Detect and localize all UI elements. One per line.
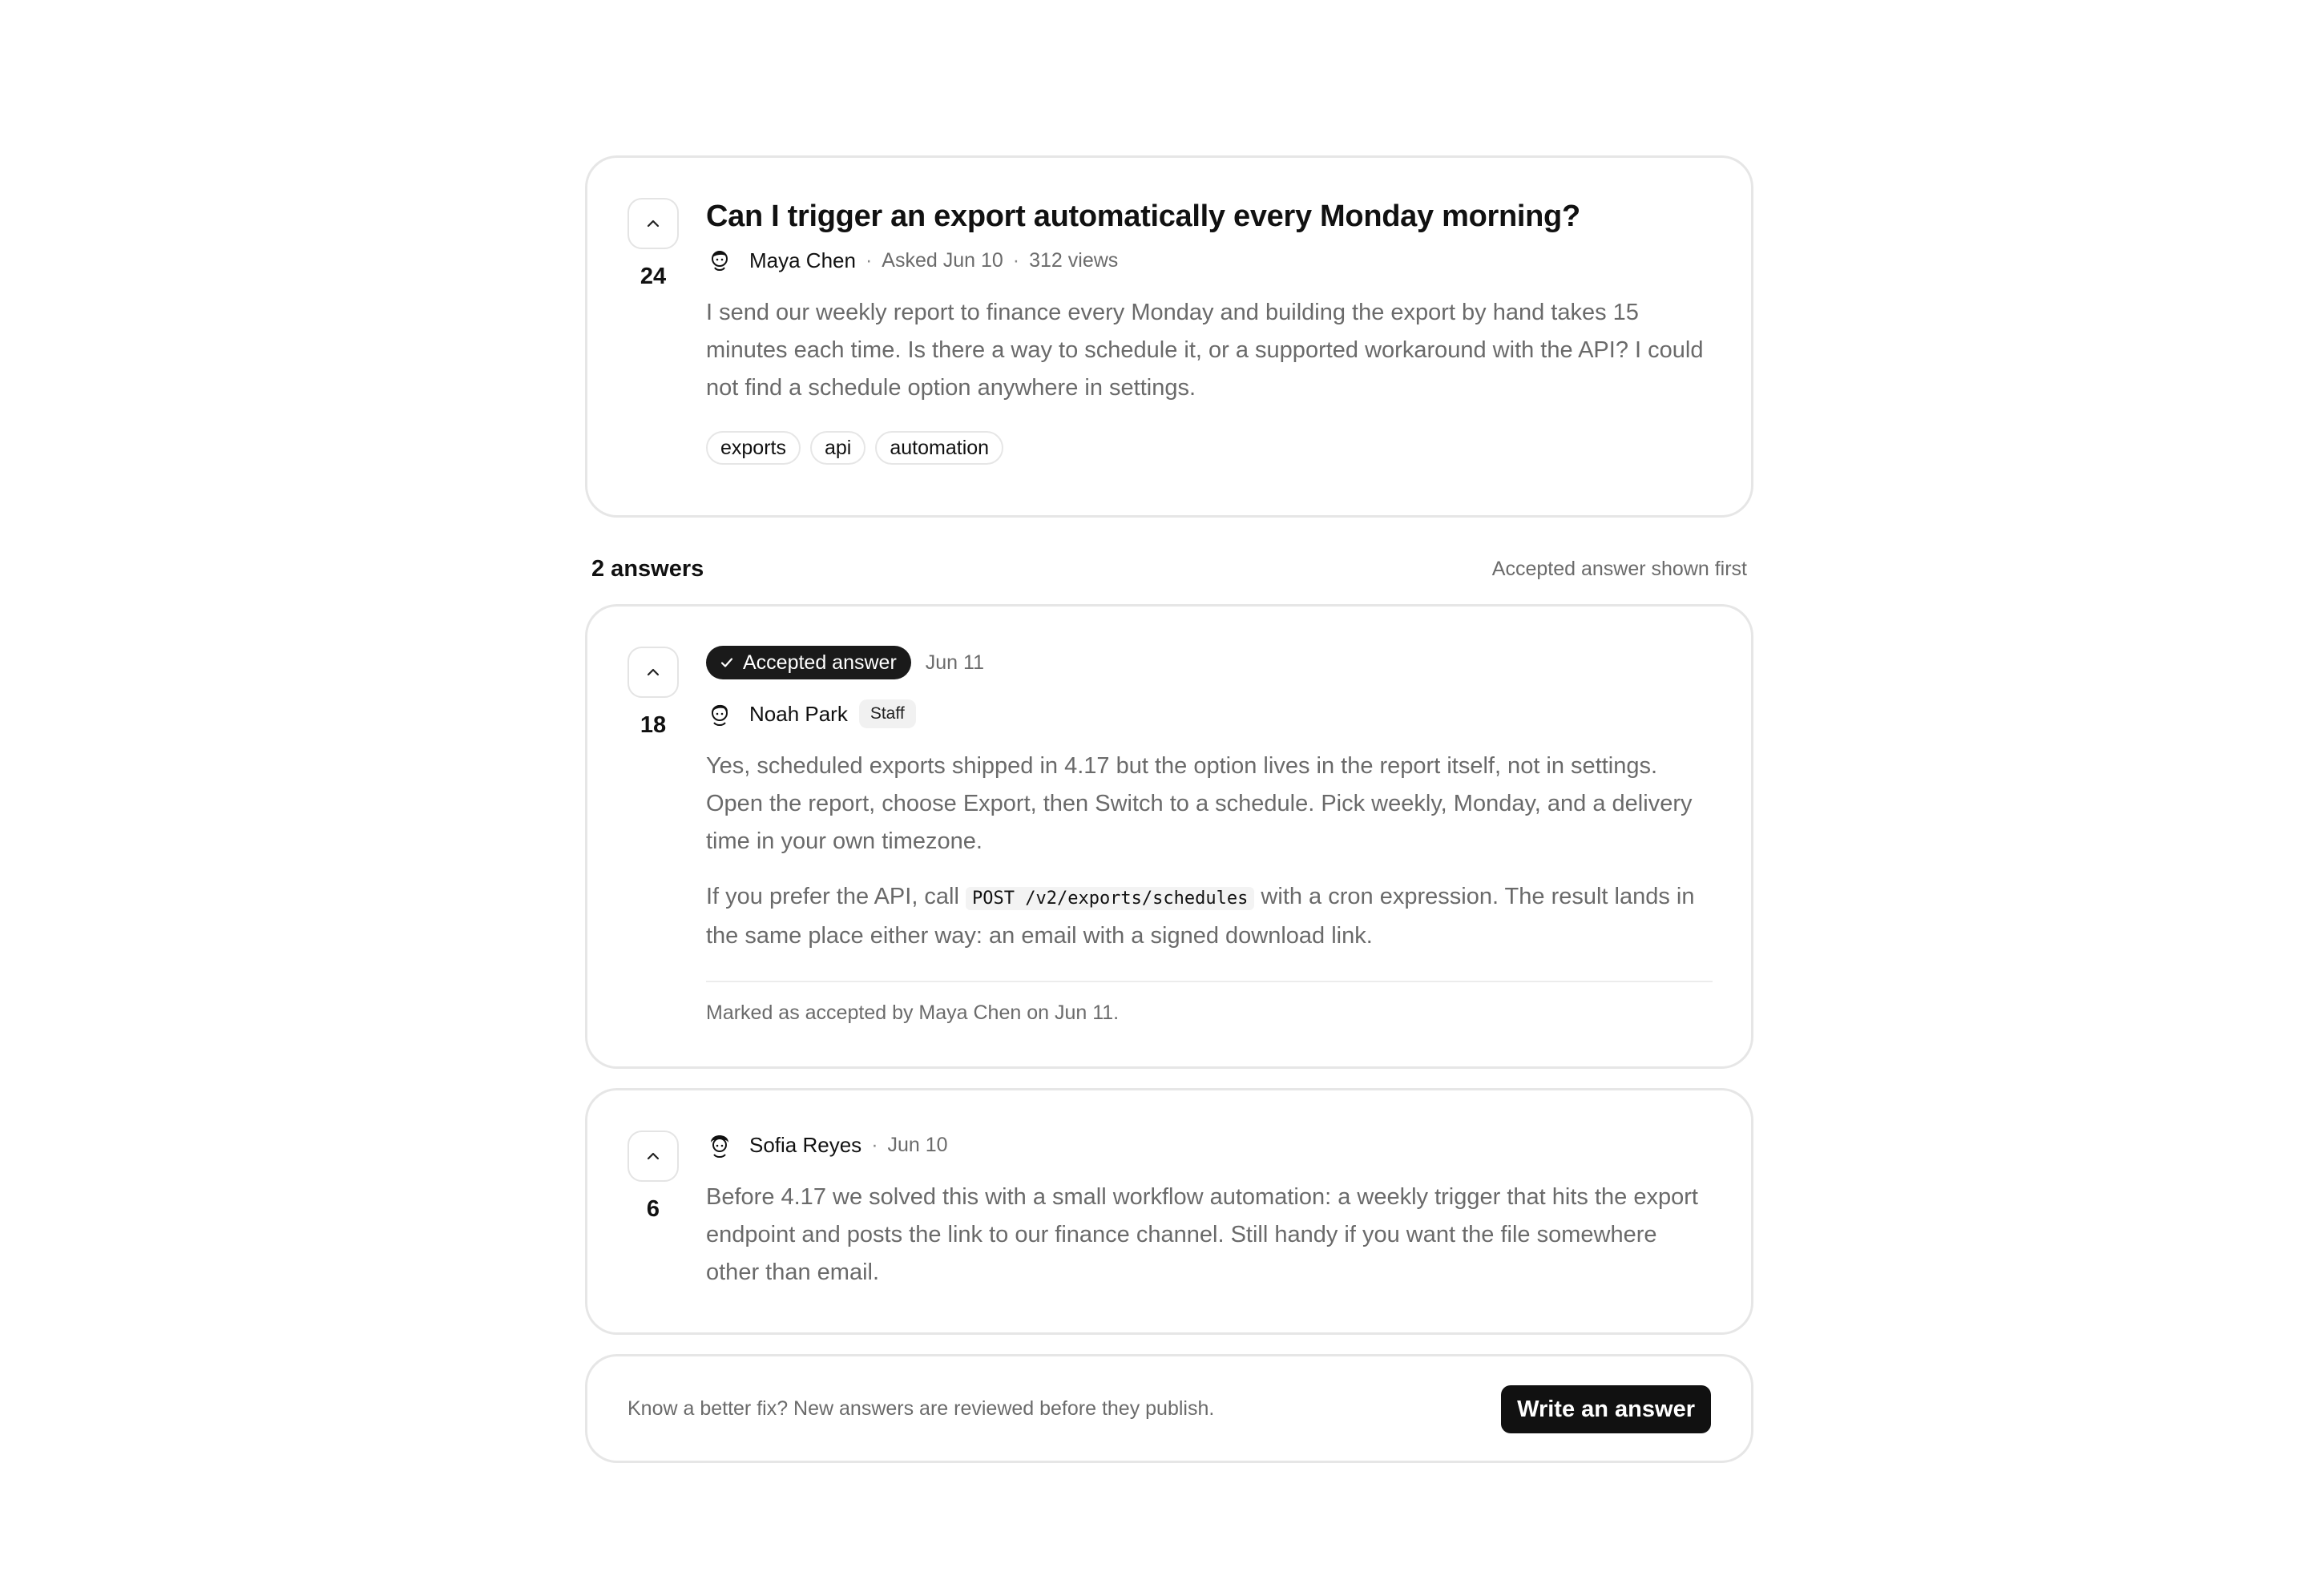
api-endpoint-code: POST /v2/exports/schedules [966, 887, 1254, 910]
chevron-up-icon [644, 663, 663, 682]
answer-meta [706, 698, 1713, 730]
tag-automation[interactable]: automation [875, 431, 1003, 465]
upvote-button[interactable] [627, 1130, 679, 1182]
accepted-answer-card [585, 604, 1753, 1069]
answer-body-paragraph [706, 878, 1713, 955]
answer-vote [627, 647, 679, 739]
author-name[interactable]: Sofia Reyes [749, 1132, 862, 1157]
answers-header [585, 553, 1753, 585]
check-icon [719, 655, 735, 671]
divider [706, 981, 1713, 982]
meta-separator: · [865, 248, 873, 272]
accepted-badge [706, 646, 911, 679]
answer-text: with a cron expression. The result lands in the same place either way: an email with a signed download link. [706, 884, 1695, 949]
write-answer-card [585, 1354, 1753, 1463]
avatar-icon [706, 700, 733, 727]
meta-separator: · [1012, 248, 1020, 272]
staff-badge: Staff [859, 699, 916, 728]
answer-body: Before 4.17 we solved this with a small workflow automation: a weekly trigger that hits the export endpoint and posts the link to our finance channel. Still handy if you want the file somewhere other than email. [706, 1184, 1698, 1285]
tag-list [706, 431, 1713, 465]
answer-vote [627, 1130, 679, 1223]
answer-date: Jun 10 [887, 1133, 948, 1156]
meta-separator: · [871, 1133, 878, 1156]
answers-sort-note: Accepted answer shown first [1491, 557, 1747, 580]
vote-count: 6 [646, 1196, 660, 1222]
question-title: Can I trigger an export automatically every Monday morning? [706, 200, 1580, 233]
answer-card [585, 1088, 1753, 1335]
question-vote [627, 198, 679, 290]
answer-body-paragraph: Yes, scheduled exports shipped in 4.17 but the option lives in the report itself, not in settings. Open the report, choose Export, then Switch to a schedule. Pick weekly, Monday, and a delivery time in your own timezone. [706, 753, 1693, 854]
question-card [585, 155, 1753, 518]
answer-meta [706, 1129, 1713, 1161]
answer-text: If you prefer the API, call [706, 884, 966, 909]
accepted-footnote: Marked as accepted by Maya Chen on Jun 11. [706, 1002, 1120, 1024]
chevron-up-icon [644, 214, 663, 233]
answer-date: Jun 11 [925, 651, 984, 674]
author-name[interactable]: Noah Park [749, 701, 848, 726]
cta-text: Know a better fix? New answers are reviewed before they publish. [627, 1396, 1215, 1420]
accepted-label: Accepted answer [743, 651, 897, 674]
asked-date: Asked Jun 10 [882, 248, 1003, 272]
chevron-up-icon [644, 1147, 663, 1166]
avatar-icon [706, 1131, 733, 1159]
upvote-button[interactable] [627, 198, 679, 249]
question-body: I send our weekly report to finance every Monday and building the export by hand takes 15 minutes each time. Is there a way to schedule it, or a supported workaround with the API? I could not find a schedule option anywhere in settings. [706, 300, 1704, 401]
tag-api[interactable]: api [810, 431, 866, 465]
view-count: 312 views [1029, 248, 1119, 272]
avatar-icon [706, 247, 733, 274]
vote-count: 18 [640, 712, 667, 738]
vote-count: 24 [640, 264, 667, 289]
tag-exports[interactable]: exports [706, 431, 801, 465]
upvote-button[interactable] [627, 647, 679, 698]
answers-count: 2 answers [591, 555, 704, 582]
question-meta [706, 244, 1713, 276]
author-name[interactable]: Maya Chen [749, 248, 856, 272]
write-answer-button[interactable]: Write an answer [1501, 1385, 1711, 1433]
